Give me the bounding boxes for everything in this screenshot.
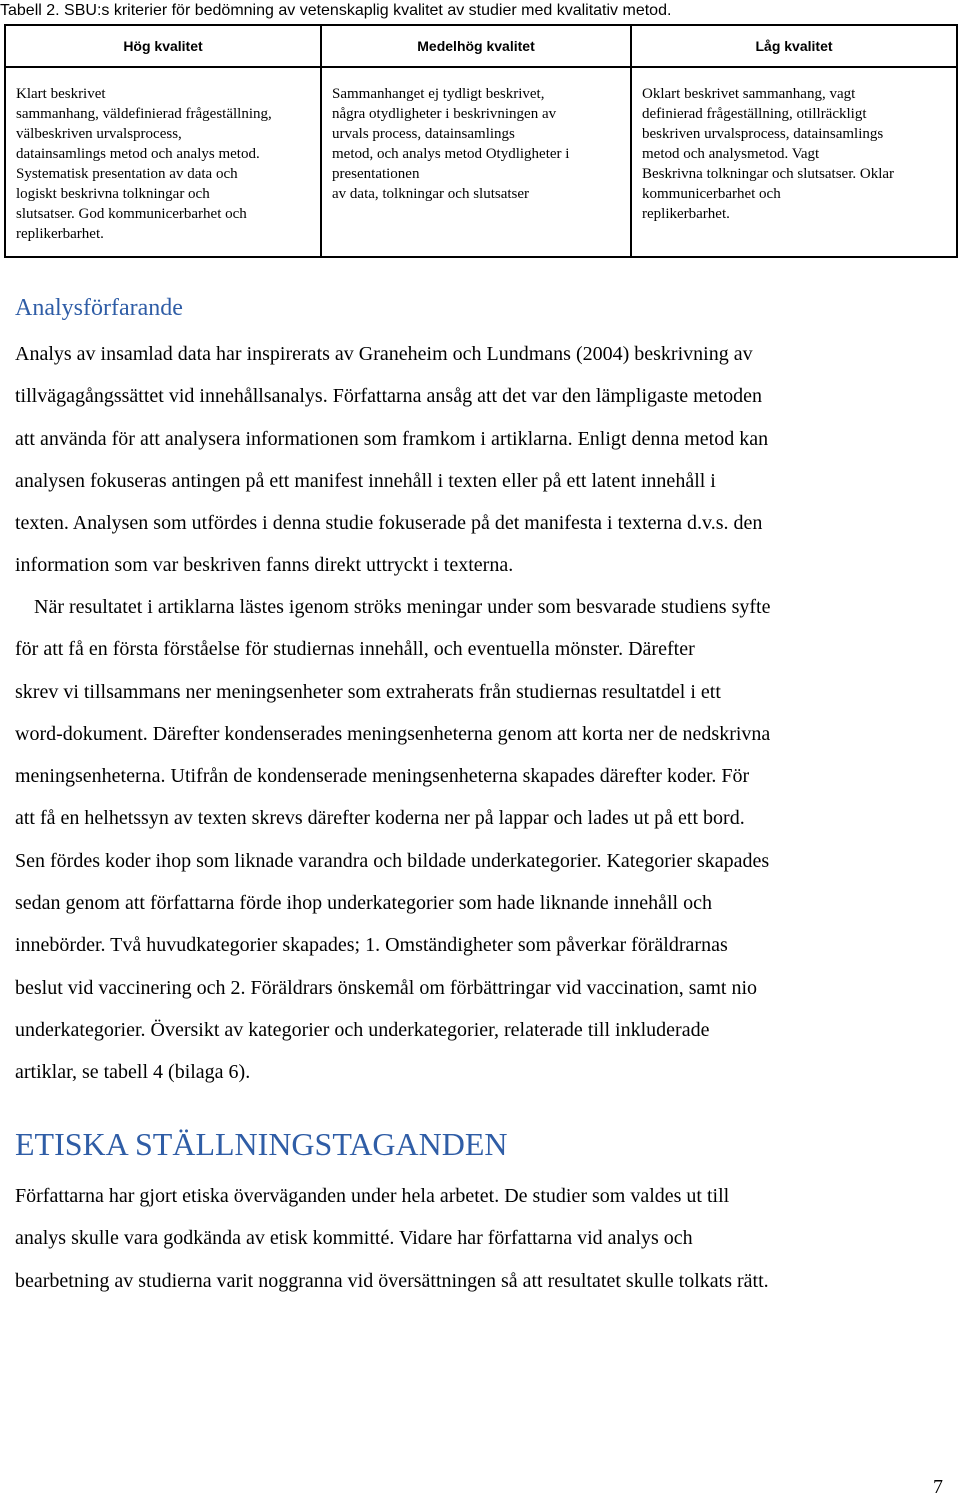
text-line: innebörder. Två huvudkategorier skapades; 1. Omständigheter som påverkar föräldrarnas — [15, 934, 728, 957]
cell-line: definierad frågeställning, otillräckligt — [642, 106, 867, 122]
cell-line: sammanhang, väldefinierad frågeställning, — [16, 106, 272, 122]
text-line: texten. Analysen som utfördes i denna studie fokuserade på det manifesta i texterna d.v.s. den — [15, 512, 763, 535]
cell-line: Beskrivna tolkningar och slutsatser. Oklar — [642, 166, 895, 182]
text-line: tillvägagångssättet vid innehållsanalys. Författarna ansåg att det var den lämpligaste metoden — [15, 385, 762, 408]
text-line: När resultatet i artiklarna lästes igenom ströks meningar under som besvarade studiens syfte — [34, 596, 771, 618]
text-line: beslut vid vaccinering och 2. Föräldrars önskemål om förbättringar vid vaccination, samt nio — [15, 976, 758, 999]
text-line: skrev vi tillsammans ner meningsenheter som extraherats från studiernas resultatdel i ett — [15, 680, 721, 703]
table-caption: Tabell 2. SBU:s kriterier för bedömning av vetenskaplig kvalitet av studier med kvalitativ metod. — [0, 2, 672, 19]
cell-line: metod, och analys metod Otydligheter i — [332, 146, 570, 162]
text-line: analys skulle vara godkända av etisk kommitté. Vidare har författarna vid analys och — [15, 1227, 693, 1250]
text-line: för att få en första förståelse för studiernas innehåll, och eventuella mönster. Därefter — [15, 638, 695, 661]
sbu-criteria-table — [4, 24, 958, 258]
cell-line: Oklart beskrivet sammanhang, vagt — [642, 86, 856, 102]
text-line: Författarna har gjort etiska överväganden under hela arbetet. De studier som valdes ut till — [15, 1185, 730, 1207]
paragraph-ethics — [15, 1175, 769, 1302]
text-line: artiklar, se tabell 4 (bilaga 6). — [15, 1061, 251, 1084]
paragraph-analysis-process — [15, 586, 770, 1094]
cell-line: välbeskriven urvalsprocess, — [16, 126, 182, 142]
cell-line: datainsamlings metod och analys metod. — [16, 146, 260, 162]
text-line: underkategorier. Översikt av kategorier och underkategorier, relaterade till inkluderade — [15, 1018, 710, 1041]
cell-high-quality — [5, 67, 321, 257]
text-line: att använda för att analysera informationen som framkom i artiklarna. Enligt denna metod kan — [15, 427, 769, 450]
text-line: analysen fokuseras antingen på ett manifest innehåll i texten eller på ett latent innehåll i — [15, 469, 716, 492]
cell-medium-quality — [321, 67, 631, 257]
cell-line: några otydligheter i beskrivningen av — [332, 106, 557, 122]
page-number: 7 — [933, 1476, 943, 1498]
cell-line: replikerbarhet. — [16, 226, 104, 242]
text-line: Sen fördes koder ihop som liknade varandra och bildade underkategorier. Kategorier skapades — [15, 849, 770, 872]
text-line: att få en helhetssyn av texten skrevs därefter koderna ner på lappar och lades ut på ett bord. — [15, 807, 745, 830]
cell-line: beskriven urvalsprocess, datainsamlings — [642, 126, 884, 142]
cell-line: Klart beskrivet — [16, 86, 106, 102]
cell-line: Systematisk presentation av data och — [16, 166, 238, 182]
header-high-quality: Hög kvalitet — [5, 25, 321, 67]
cell-line: urvals process, datainsamlings — [332, 126, 515, 142]
text-line: information som var beskriven fanns direkt uttryckt i texterna. — [15, 554, 514, 577]
cell-line: metod och analysmetod. Vagt — [642, 146, 820, 162]
paragraph-analysis-method — [15, 333, 768, 587]
table-header-row — [5, 25, 957, 67]
section-heading-analysforfarande: Analysförfarande — [15, 295, 183, 321]
text-line: bearbetning av studierna varit noggranna vid översättningen så att resultatet skulle tolkats rätt. — [15, 1269, 769, 1292]
text-line: meningsenheterna. Utifrån de kondenserade meningsenheterna skapades därefter koder. För — [15, 765, 750, 788]
cell-line: kommunicerbarhet och — [642, 186, 781, 202]
header-medium-quality: Medelhög kvalitet — [321, 25, 631, 67]
cell-line: presentationen — [332, 166, 420, 182]
text-line: word-dokument. Därefter kondenserades meningsenheterna genom att korta ner de nedskrivna — [15, 722, 771, 745]
header-low-quality: Låg kvalitet — [631, 25, 957, 67]
cell-line: replikerbarhet. — [642, 206, 730, 222]
cell-low-quality — [631, 67, 957, 257]
table-row — [5, 67, 957, 257]
section-heading-etiska: ETISKA STÄLLNINGSTAGANDEN — [15, 1126, 508, 1162]
text-line: Analys av insamlad data har inspirerats av Graneheim och Lundmans (2004) beskrivning av — [15, 343, 753, 365]
text-line: sedan genom att författarna förde ihop underkategorier som hade liknande innehåll och — [15, 892, 712, 915]
cell-line: logiskt beskrivna tolkningar och — [16, 186, 210, 202]
cell-line: slutsatser. God kommunicerbarhet och — [16, 206, 247, 222]
cell-line: Sammanhanget ej tydligt beskrivet, — [332, 86, 545, 102]
cell-line: av data, tolkningar och slutsatser — [332, 186, 530, 202]
